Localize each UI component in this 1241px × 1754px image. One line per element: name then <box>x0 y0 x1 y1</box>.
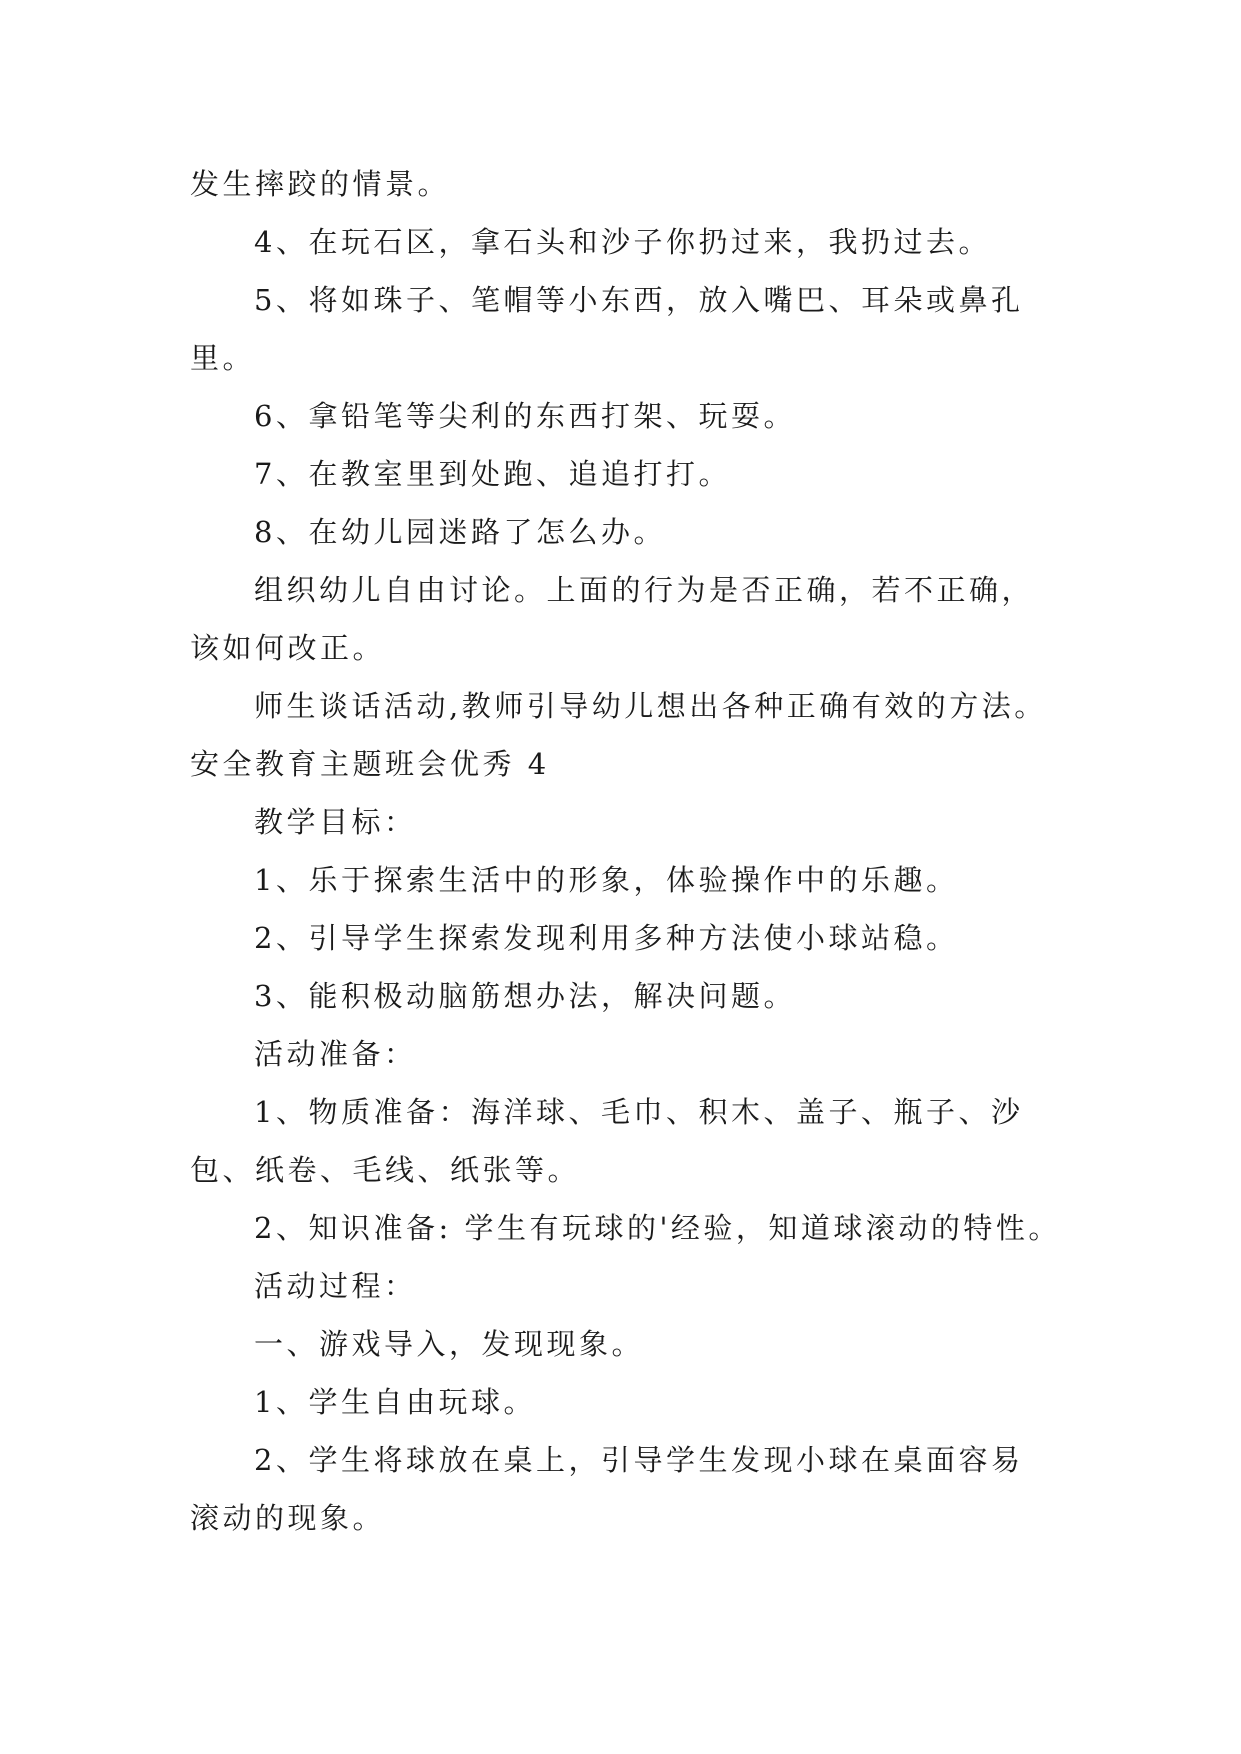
text-line: 6、拿铅笔等尖利的东西打架、玩耍。 <box>254 399 796 433</box>
text-line: 7、在教室里到处跑、追追打打。 <box>254 457 731 491</box>
text-line: 包、纸卷、毛线、纸张等。 <box>190 1153 581 1187</box>
text-line: 8、在幼儿园迷路了怎么办。 <box>254 515 666 549</box>
text-line: 5、将如珠子、笔帽等小东西，放入嘴巴、耳朵或鼻孔 <box>254 283 1024 317</box>
text-line: 2、引导学生探索发现利用多种方法使小球站稳。 <box>254 921 959 955</box>
section-heading: 安全教育主题班会优秀 4 <box>190 747 550 781</box>
text-line: 一、游戏导入，发现现象。 <box>254 1327 645 1361</box>
text-line: 师生谈话活动,教师引导幼儿想出各种正确有效的方法。 <box>254 689 1047 723</box>
text-line: 活动准备： <box>254 1037 417 1071</box>
text-line: 3、能积极动脑筋想办法，解决问题。 <box>254 979 796 1013</box>
text-line: 1、乐于探索生活中的形象，体验操作中的乐趣。 <box>254 863 959 897</box>
text-line: 发生摔跤的情景。 <box>190 167 451 201</box>
text-line: 教学目标： <box>254 805 417 839</box>
text-line: 活动过程： <box>254 1269 417 1303</box>
text-line: 1、学生自由玩球。 <box>254 1385 536 1419</box>
text-line: 4、在玩石区，拿石头和沙子你扔过来，我扔过去。 <box>254 225 991 259</box>
document-body <box>190 155 1070 1547</box>
text-line: 2、学生将球放在桌上，引导学生发现小球在桌面容易 <box>254 1443 1024 1477</box>
text-line: 组织幼儿自由讨论。上面的行为是否正确，若不正确， <box>254 573 1035 607</box>
text-line: 该如何改正。 <box>190 631 386 665</box>
text-line: 里。 <box>190 341 256 375</box>
text-line: 1、物质准备：海洋球、毛巾、积木、盖子、瓶子、沙 <box>254 1095 1024 1129</box>
text-line: 滚动的现象。 <box>190 1501 386 1535</box>
text-line: 2、知识准备: 学生有玩球的'经验，知道球滚动的特性。 <box>254 1211 1061 1245</box>
